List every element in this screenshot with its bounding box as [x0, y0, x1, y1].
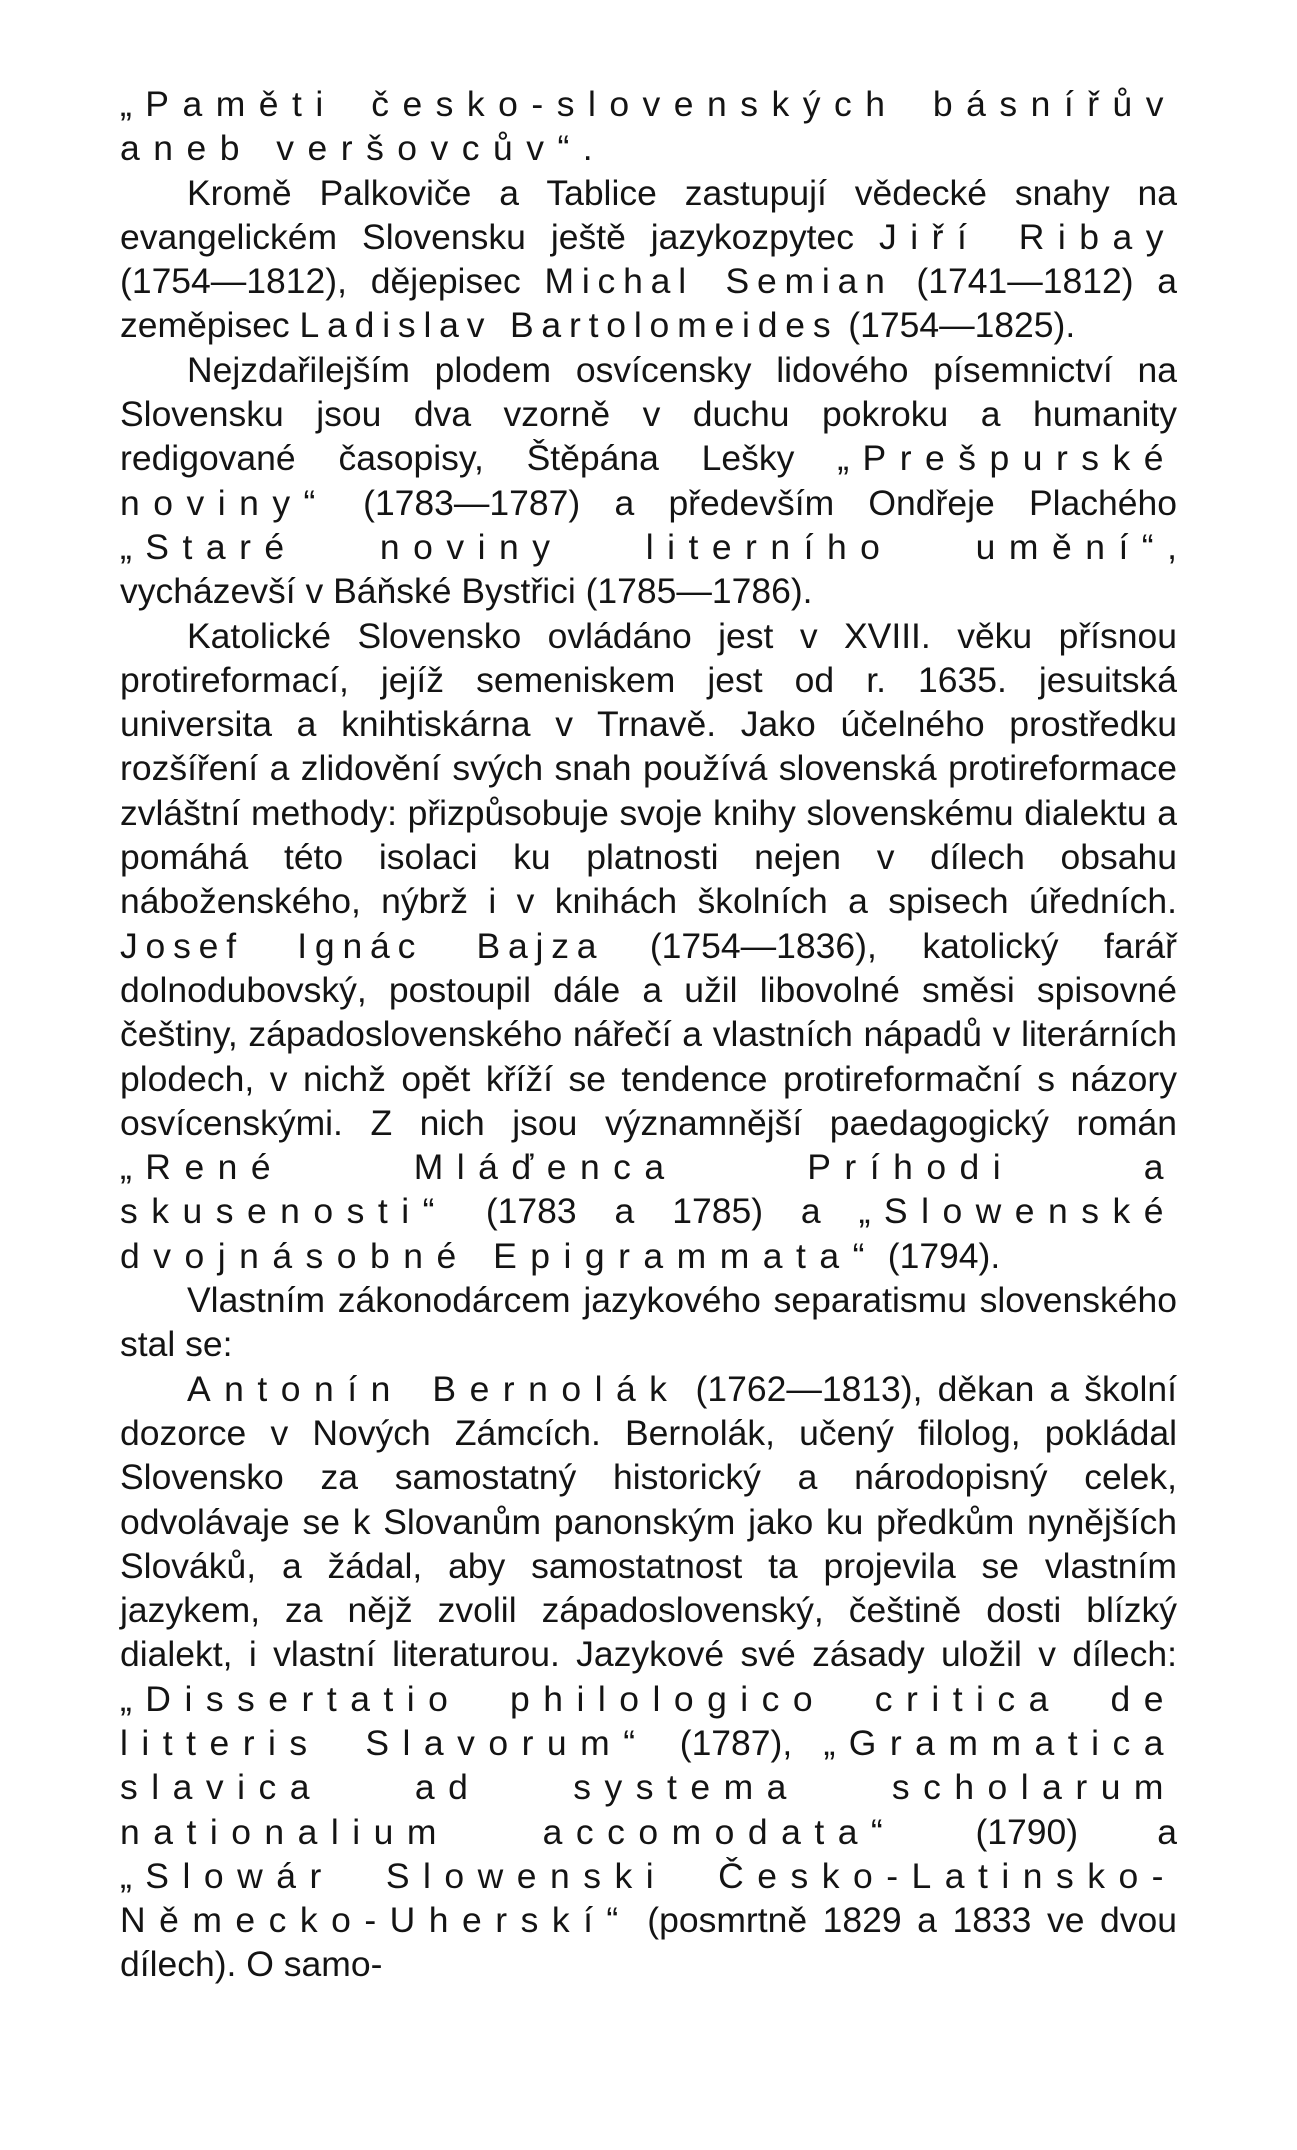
text-run: (1754—1836), katolický farář dolnodubovský, postoupil dále a užil libovolné směsi spisovné češtiny, západoslovenského nářečí a vlastních nápadů v literárních plodech, v nichž opět kříží se tendence protireformační s názory osvícenskými. Z nich jsou významnější paedagogický román: [120, 925, 1177, 1143]
text-run: (1754—1825).: [838, 305, 1076, 346]
paragraph: [120, 1278, 1177, 1367]
spaced-emphasis-text: Josef Ignác Bajza: [120, 925, 605, 966]
spaced-emphasis-text: „Slowár Slowenski Česko-Latinsko-Německo-Uherskí“: [120, 1855, 1177, 1941]
text-run: (1790) a: [896, 1811, 1178, 1852]
text-run: Katolické Slovensko ovládáno jest v XVIII. věku přísnou protireformací, jejíž semeniskem jest od r. 1635. jesuitská universita a knihtiskárna v Trnavě. Jako účelného prostředku rozšíření a zlidovění svých snah používá slovenská protireformace zvláštní methody: přizpůsobuje svoje knihy slovenskému dialektu a pomáhá této isolaci ku platnosti nejen v dílech obsahu náboženského, nýbrž i v knihách školních a spisech úředních.: [120, 615, 1177, 922]
text-run: (1787),: [648, 1722, 824, 1763]
paragraph: [120, 171, 1177, 348]
spaced-emphasis-text: „Slowenské dvojnásobné Epigrammata“: [120, 1191, 1177, 1276]
spaced-emphasis-text: Antonín Bernolák: [187, 1368, 681, 1409]
paragraph: [120, 614, 1177, 1278]
text-run: (1754—1812), dějepisec: [120, 261, 545, 302]
spaced-emphasis-text: „Grammatica slavica ad systema scholarum nationalium accomodata“: [120, 1722, 1177, 1852]
text-run: , vycházevší v Báňské Bystřici (1785—1786).: [120, 526, 1177, 612]
text-run: (1783 a 1785) a: [447, 1191, 859, 1232]
text-run: Vlastním zákonodárcem jazykového separatismu slovenského stal se:: [120, 1280, 1177, 1365]
text-run: (1794).: [877, 1235, 1001, 1276]
spaced-emphasis-text: „Staré noviny literního umění“: [120, 526, 1168, 567]
text-run: (1741—1812) a zeměpisec: [120, 261, 1178, 346]
text-run: (1762—1813), děkan a školní dozorce v Nových Zámcích. Bernolák, učený filolog, pokládal Slovensko za samostatný historický a národopisný celek, odvolávaje se k Slovanům panonským jako ku předkům nynějších Slováků, a žádal, aby samostatnost ta projevila se vlastním jazykem, za nějž zvolil západoslovenský, češtině dosti blízký dialekt, i vlastní literaturou. Jazykové své zásady uložil v dílech:: [120, 1368, 1177, 1675]
spaced-emphasis-text: Michal Semian: [544, 261, 893, 302]
spaced-emphasis-text: Jiří Ribay: [879, 216, 1177, 257]
spaced-emphasis-text: „Dissertatio philologico critica de litteris Slavorum“: [120, 1678, 1177, 1763]
text-run: (1783—1787) a především Ondřeje Plachého: [328, 482, 1177, 523]
paragraph: [120, 1367, 1177, 1987]
text-run: (posmrtně 1829 a 1833 ve dvou dílech). O samo-: [120, 1900, 1177, 1985]
page-body-text: [120, 82, 1177, 1987]
text-run: Nejzdařilejším plodem osvícensky lidového písemnictví na Slovensku jsou dva vzorně v duchu pokroku a humanity redigované časopisy, Štěpána Lešky: [120, 349, 1177, 479]
spaced-emphasis-text: „Paměti česko-slovenských básnířův aneb veršovcův“.: [120, 84, 1177, 169]
paragraph: [120, 82, 1177, 171]
spaced-emphasis-text: Ladislav Bartolomeides: [299, 305, 839, 346]
spaced-emphasis-text: „René Mláďenca Príhodi a skusenosti“: [120, 1147, 1177, 1232]
spaced-emphasis-text: „Prešpurské noviny“: [120, 438, 1177, 523]
text-run: Kromě Palkoviče a Tablice zastupují vědecké snahy na evangelickém Slovensku ještě jazykozpytec: [120, 172, 1177, 257]
paragraph: [120, 348, 1177, 614]
